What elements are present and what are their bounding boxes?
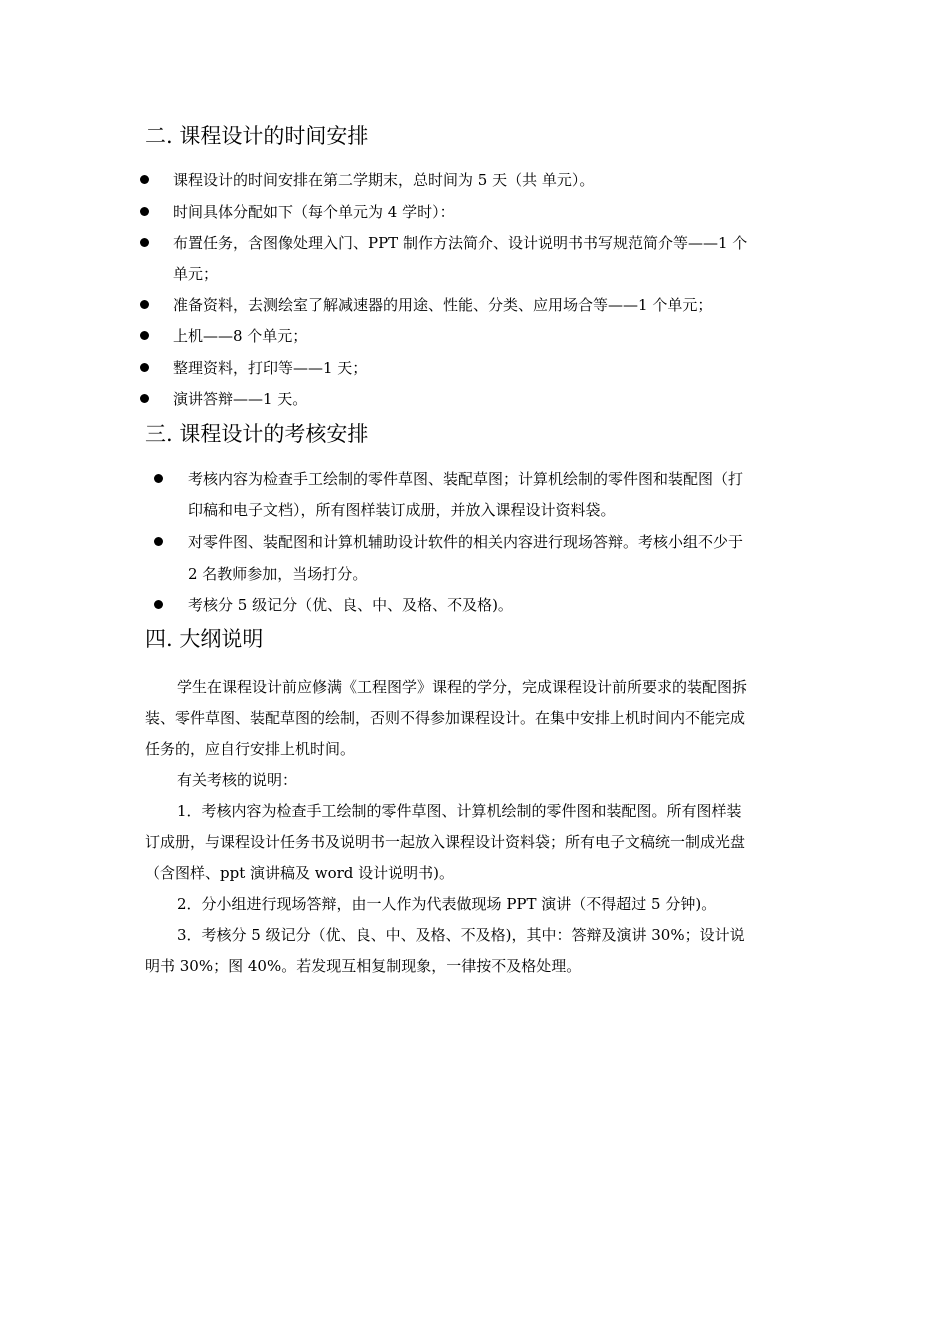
paragraph-line: 明书 30%；图 40%。若发现互相复制现象，一律按不及格处理。 — [145, 957, 582, 975]
list-item-continuation: 2 名教师参加，当场打分。 — [188, 565, 368, 583]
paragraph-line: 2．分小组进行现场答辩，由一人作为代表做现场 PPT 演讲（不得超过 5 分钟)。 — [177, 895, 717, 913]
paragraph-line: 装、零件草图、装配草图的绘制，否则不得参加课程设计。在集中安排上机时间内不能完成 — [145, 709, 746, 727]
paragraph-line: 学生在课程设计前应修满《工程图学》课程的学分，完成课程设计前所要求的装配图拆 — [177, 678, 748, 696]
list-item: 演讲答辩——1 天。 — [173, 390, 308, 408]
bullet-icon — [140, 331, 149, 340]
list-item: 时间具体分配如下（每个单元为 4 学时）： — [173, 203, 455, 221]
paragraph-line: 有关考核的说明： — [177, 771, 298, 789]
list-item: 考核内容为检查手工绘制的零件草图、装配草图；计算机绘制的零件图和装配图（打 — [188, 470, 744, 488]
bullet-icon — [154, 537, 163, 546]
list-item-continuation: 单元； — [173, 265, 219, 283]
bullet-icon — [154, 600, 163, 609]
list-item: 课程设计的时间安排在第二学期末，总时间为 5 天（共 单元）。 — [173, 171, 595, 189]
section-heading-schedule: 二. 课程设计的时间安排 — [145, 124, 369, 148]
list-item: 对零件图、装配图和计算机辅助设计软件的相关内容进行现场答辩。考核小组不少于 — [188, 533, 744, 551]
paragraph-line: 任务的，应自行安排上机时间。 — [145, 740, 356, 758]
list-item: 整理资料，打印等——1 天； — [173, 359, 368, 377]
list-item: 布置任务，含图像处理入门、PPT 制作方法简介、设计说明书书写规范简介等——1 个 — [173, 234, 748, 252]
bullet-icon — [140, 207, 149, 216]
bullet-icon — [140, 394, 149, 403]
list-item: 考核分 5 级记分（优、良、中、及格、不及格)。 — [188, 596, 513, 614]
section-heading-outline-notes: 四. 大纲说明 — [145, 627, 264, 651]
bullet-icon — [140, 238, 149, 247]
list-item: 上机——8 个单元； — [173, 327, 308, 345]
bullet-icon — [140, 300, 149, 309]
paragraph-line: 1．考核内容为检查手工绘制的零件草图、计算机绘制的零件图和装配图。所有图样装 — [177, 802, 742, 820]
bullet-icon — [154, 474, 163, 483]
list-item-continuation: 印稿和电子文档），所有图样装订成册，并放入课程设计资料袋。 — [188, 501, 616, 519]
list-item: 准备资料，去测绘室了解减速器的用途、性能、分类、应用场合等——1 个单元； — [173, 296, 713, 314]
section-heading-assessment: 三. 课程设计的考核安排 — [145, 422, 369, 446]
paragraph-line: 订成册，与课程设计任务书及说明书一起放入课程设计资料袋；所有电子文稿统一制成光盘 — [145, 833, 746, 851]
bullet-icon — [140, 175, 149, 184]
paragraph-line: （含图样、ppt 演讲稿及 word 设计说明书)。 — [145, 864, 455, 882]
paragraph-line: 3．考核分 5 级记分（优、良、中、及格、不及格)，其中：答辩及演讲 30%；设计说 — [177, 926, 745, 944]
bullet-icon — [140, 363, 149, 372]
